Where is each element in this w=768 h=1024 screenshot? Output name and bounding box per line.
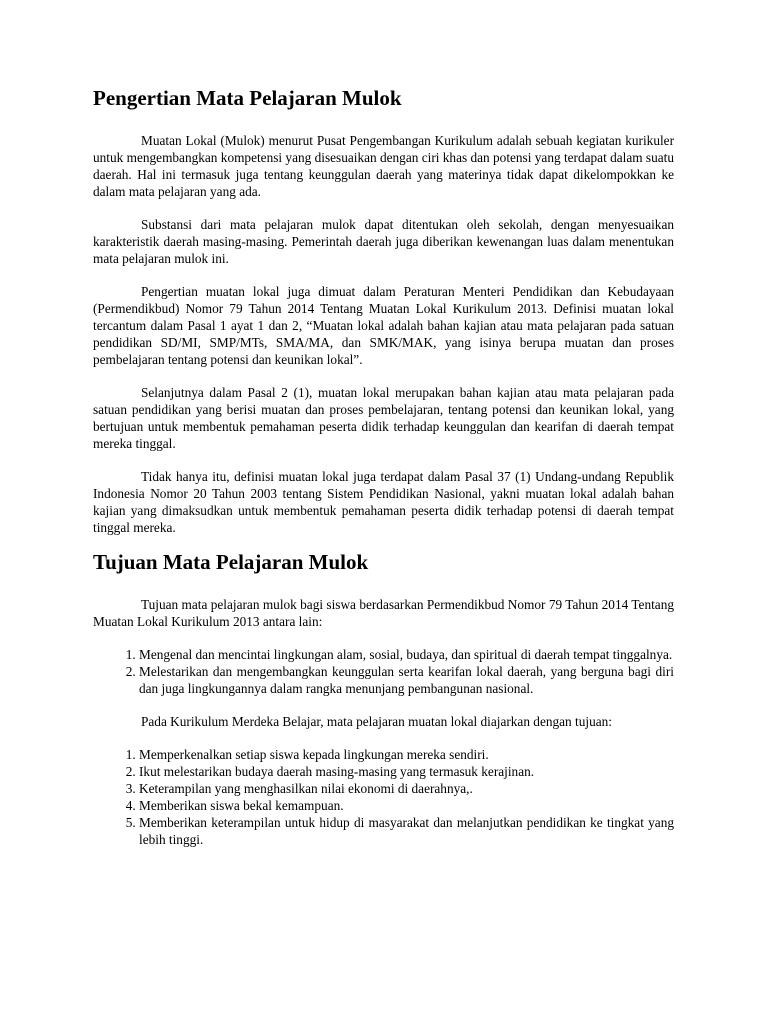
paragraph: Tujuan mata pelajaran mulok bagi siswa berdasarkan Permendikbud Nomor 79 Tahun 2014 Tentang Muatan Lokal Kurikulum 2013 antara lain: xyxy=(93,597,674,629)
paragraph: Pada Kurikulum Merdeka Belajar, mata pelajaran muatan lokal diajarkan dengan tujuan: xyxy=(141,714,612,729)
objectives-list-merdeka xyxy=(93,746,674,848)
paragraph: Tidak hanya itu, definisi muatan lokal juga terdapat dalam Pasal 37 (1) Undang-undang Republik Indonesia Nomor 20 Tahun 2003 tentang Sistem Pendidikan Nasional, yakni muatan lokal adalah bahan kajian yang dimaksudkan untuk membentuk pemahaman peserta didik terhadap potensi di daerah tempat tinggal mereka. xyxy=(93,469,674,535)
list-item: 1. Mengenal dan mencintai lingkungan alam, sosial, budaya, dan spiritual di daerah tempat tinggalnya. xyxy=(139,646,674,663)
paragraph: Pengertian muatan lokal juga dimuat dalam Peraturan Menteri Pendidikan dan Kebudayaan (Permendikbud) Nomor 79 Tahun 2014 Tentang Muatan Lokal Kurikulum 2013. Definisi muatan lokal tercantum dalam Pasal 1 ayat 1 dan 2, “Muatan lokal adalah bahan kajian atau mata pelajaran pada satuan pendidikan SD/MI, SMP/MTs, SMA/MA, dan SMK/MAK, yang isinya berupa muatan dan proses pembelajaran tentang potensi dan keunikan lokal”. xyxy=(93,284,674,367)
list-item: 3. Keterampilan yang menghasilkan nilai ekonomi di daerahnya,. xyxy=(139,780,674,797)
section-heading-pengertian: Pengertian Mata Pelajaran Mulok xyxy=(93,86,402,110)
section-heading-tujuan: Tujuan Mata Pelajaran Mulok xyxy=(93,550,369,574)
document-page xyxy=(93,84,674,848)
list-item: 1. Memperkenalkan setiap siswa kepada lingkungan mereka sendiri. xyxy=(139,746,674,763)
list-item: 2. Ikut melestarikan budaya daerah masing-masing yang termasuk kerajinan. xyxy=(139,763,674,780)
paragraph: Selanjutnya dalam Pasal 2 (1), muatan lokal merupakan bahan kajian atau mata pelajaran pada satuan pendidikan yang berisi muatan dan proses pembelajaran, tentang potensi dan keunikan lokal, yang bertujuan untuk membentuk pemahaman peserta didik terhadap keunggulan dan kearifan di daerah tempat mereka tinggal. xyxy=(93,385,674,451)
objectives-list-permendikbud xyxy=(93,646,674,697)
paragraph: Substansi dari mata pelajaran mulok dapat ditentukan oleh sekolah, dengan menyesuaikan karakteristik daerah masing-masing. Pemerintah daerah juga diberikan kewenangan luas dalam menentukan mata pelajaran mulok ini. xyxy=(93,217,674,266)
list-item: 5. Memberikan keterampilan untuk hidup di masyarakat dan melanjutkan pendidikan ke tingkat yang lebih tinggi. xyxy=(139,814,674,848)
paragraph: Muatan Lokal (Mulok) menurut Pusat Pengembangan Kurikulum adalah sebuah kegiatan kurikuler untuk mengembangkan kompetensi yang disesuaikan dengan ciri khas dan potensi yang terdapat dalam suatu daerah. Hal ini termasuk juga tentang keunggulan daerah yang materinya tidak dapat dikelompokkan ke dalam mata pelajaran yang ada. xyxy=(93,133,674,199)
list-item: 4. Memberikan siswa bekal kemampuan. xyxy=(139,797,674,814)
list-item: 2. Melestarikan dan mengembangkan keunggulan serta kearifan lokal daerah, yang berguna bagi diri dan juga lingkungannya dalam rangka menunjang pembangunan nasional. xyxy=(139,663,674,697)
